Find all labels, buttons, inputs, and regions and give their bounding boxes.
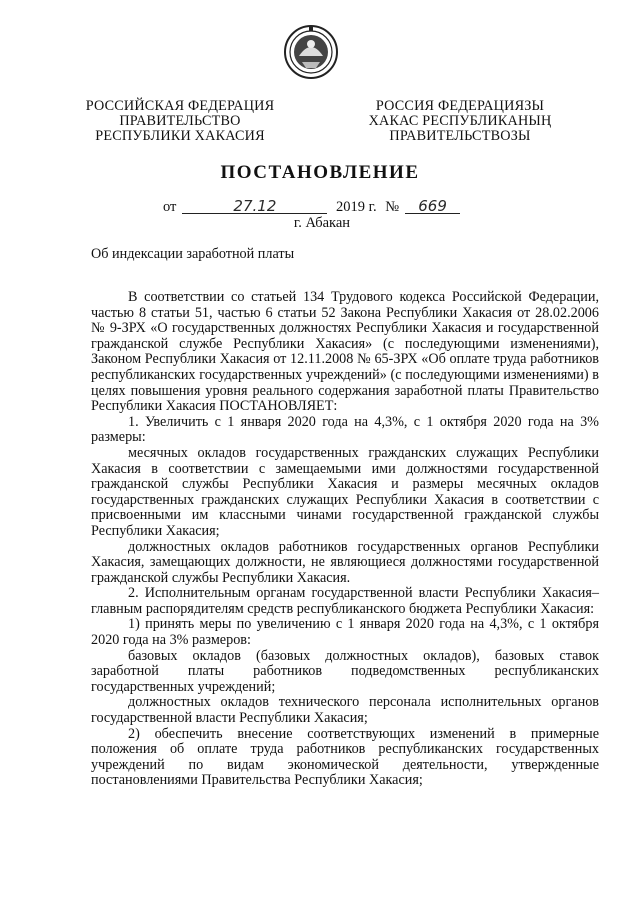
body-paragraph: должностных окладов технического персонала исполнительных органов государственной власти Республики Хакасия; — [91, 694, 599, 727]
header-right-line: РОССИЯ ФЕДЕРАЦИЯЗЫ — [375, 98, 545, 114]
header-left-line: РОССИЙСКАЯ ФЕДЕРАЦИЯ — [85, 98, 275, 114]
handwritten-number: 669 — [405, 199, 460, 214]
city: г. Абакан — [293, 215, 351, 231]
header-right-line: ХАКАС РЕСПУБЛИКАНЫҢ — [368, 113, 552, 129]
body-paragraph: месячных окладов государственных гражданских служащих Республики Хакасия в соответствии с замещаемыми ими должностями государственной гражданской службы Республики Хакасия и размеры месячных окладов государственных гражданских служащих Республики Хакасия в соответствии с присвоенными им классными чинами государственной гражданской службы Республики Хакасия; — [91, 444, 599, 539]
date-number-line — [163, 199, 460, 216]
document-body — [91, 290, 599, 789]
document-title: ПОСТАНОВЛЕНИЕ — [220, 162, 420, 183]
header-russian — [80, 99, 280, 144]
body-paragraph: 2. Исполнительным органам государственной власти Республики Хакасия– главным распорядителям средств республиканского бюджета Республики Хакасия: — [91, 585, 599, 617]
date-prefix: от — [163, 199, 177, 215]
header-left-line: ПРАВИТЕЛЬСТВО — [119, 113, 241, 129]
header-khakas — [360, 99, 560, 144]
year-label: 2019 г. — [336, 199, 377, 215]
document-subject: Об индексации заработной платы — [91, 246, 295, 262]
handwritten-date: 27.12 — [182, 199, 327, 214]
number-label: № — [385, 199, 400, 215]
body-paragraph: В соответствии со статьей 134 Трудового кодекса Российской Федерации, частью 8 статьи 51, частью 6 статьи 52 Закона Республики Хакасия от 28.02.2006 № 9-ЗРХ «О государственных должностях Республики Хакасия и государственной гражданской службе Республики Хакасия» (с последующими изменениями), Законом Республики Хакасия от 12.11.2008 № 65-ЗРХ «Об оплате труда работников республиканских государственных учреждений» (с последующими изменениями) в целях повышения уровня реального содержания заработной платы Правительство Республики Хакасия ПОСТАНОВЛЯЕТ: — [91, 289, 599, 415]
header-left-line: РЕСПУБЛИКИ ХАКАСИЯ — [95, 128, 265, 144]
body-paragraph: 2) обеспечить внесение соответствующих изменений в примерные положения об оплате труда работников республиканских государственных учреждений по видам экономической деятельности, утвержденные постановлениями Правительства Республики Хакасия; — [91, 725, 599, 789]
body-paragraph: должностных окладов работников государственных органов Республики Хакасия, замещающих должности, не являющиеся должностями государственной гражданской службы Республики Хакасия. — [91, 538, 599, 586]
body-paragraph: 1. Увеличить с 1 января 2020 года на 4,3%, с 1 октября 2020 года на 3% размеры: — [91, 413, 599, 446]
body-paragraph: 1) принять меры по увеличению с 1 января 2020 года на 4,3%, с 1 октября 2020 года на 3% размеров: — [91, 616, 599, 649]
coat-of-arms-icon — [283, 24, 339, 80]
header-right-line: ПРАВИТЕЛЬСТВОЗЫ — [389, 128, 531, 144]
body-paragraph: базовых окладов (базовых должностных окладов), базовых ставок заработной платы работников подведомственных республиканских государственных учреждений; — [91, 647, 599, 695]
